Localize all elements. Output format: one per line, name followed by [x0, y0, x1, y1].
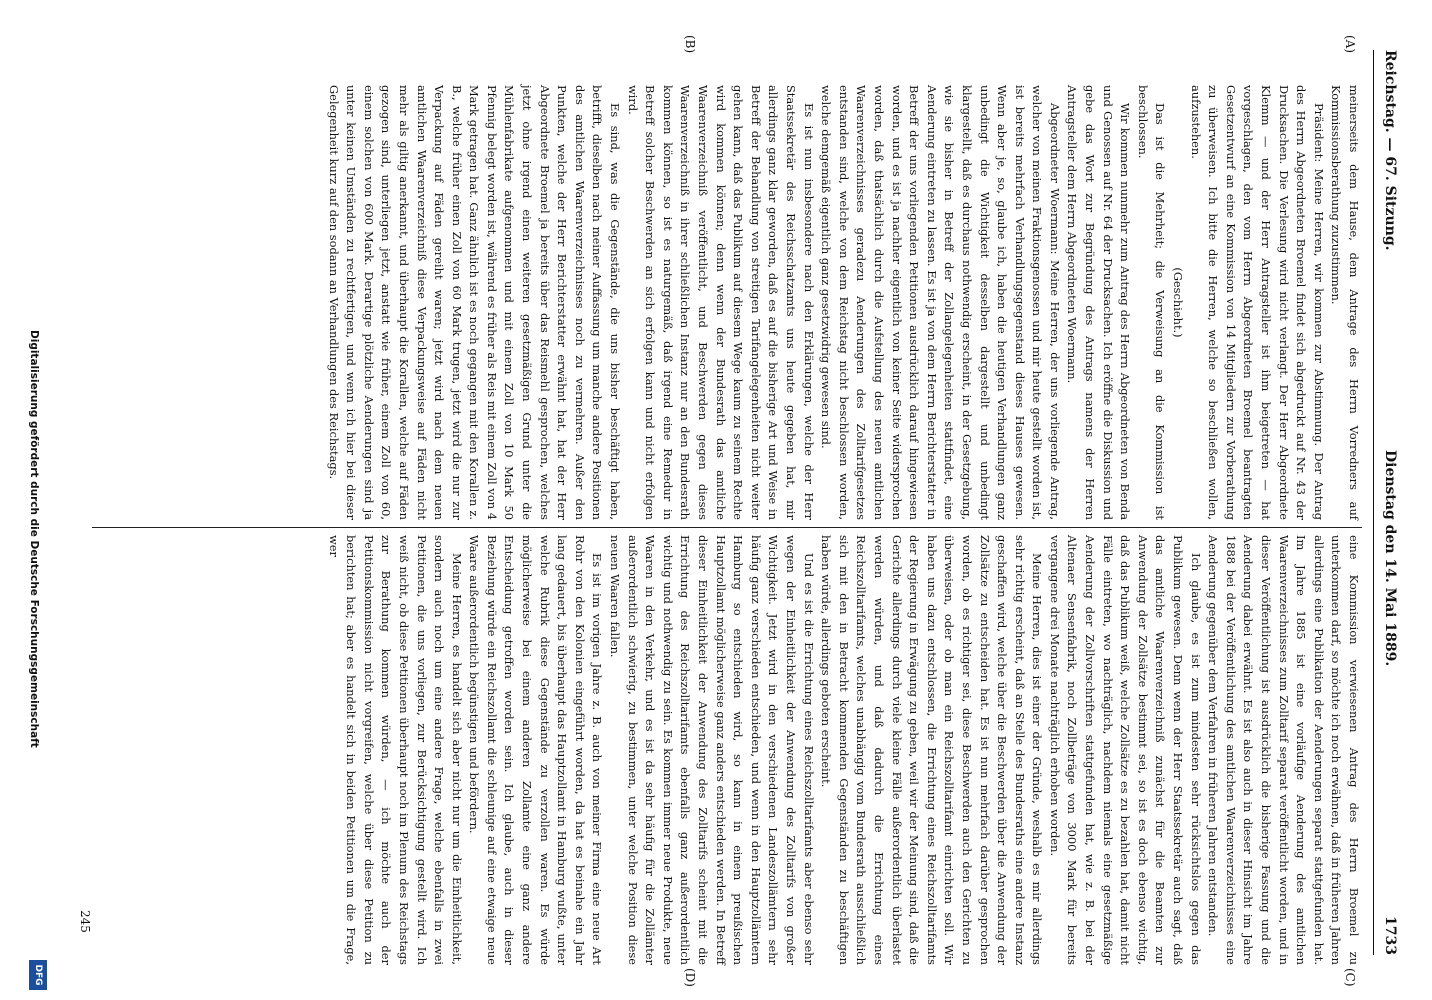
column-divider: [92, 527, 1362, 528]
paragraph: eine Kommission verwiesenen Antrag des Herrn Broemel zu unterkommen darf, so möchte ich noch erwähnen, daß in früheren Jahren allerdings eine Publikation der Aenderungen separat stattgefunden hat. Im Jahre 1885 ist eine vorläufige Aenderung des amtlichen Waarenverzeichnisses zum Zolltarif separat veröffentlicht worden, und in dieser Veröffentlichung ist ausdrücklich die bisherige Fassung und die Aenderung dabei erwähnt. Es ist also auch in dieser Hinsicht im Jahre 1888 bei der Veröffentlichung des amtlichen Waarenverzeichnisses eine Aenderung gegenüber dem Verfahren in früheren Jahren entstanden.: [1206, 535, 1361, 965]
paragraph: Es ist nun insbesondere nach den Erklärungen, welche der Herr Staatssekretär des Reichsschatzamts uns heute gegeben hat, mir allerdings ganz klar geworden, daß es auf die bisherige Art und Weise in Betreff der Behandlung von streitigen Tarifangelegenheiten nicht weiter gehen kann, daß das Publikum auf diesem Wege kaum zu seinem Rechte wird kommen können; denn wenn der Bundesrath das amtliche Waarenverzeichniß veröffentlicht, und Beschwerden gegen dieses Waarenverzeichniß in ihrer schließlichen Instanz nur an den Bundesrath kommen können, so ist es naturgemäß, daß irgend eine Remedur in Betreff solcher Beschwerden an sich erfolgen kann und nicht erfolgen wird.: [625, 85, 816, 520]
paragraph: Und es ist die Errichtung eines Reichszolltarifamts aber ebenso sehr wegen der Einheitlichkeit der Anwendung des Zolltarifs von großer Wichtigkeit. Jetzt wird in den verschiedenen Landeszollämtern sehr häufig ganz verschieden entschieden, und wenn in den Hauptzollämtern Hamburg so entschieden wird, so kann in einem preußischen Hauptzollamt möglicherweise ganz anders entschieden werden. In Betreff dieser Einheitlichkeit der Anwendung des Zolltarifs scheint mit die Errichtung des Reichszolltarifamts ebenfalls ganz außerordentlich wichtig und nothwendig zu sein. Es kommen immer neue Produkte, neue Waaren in den Verkehr, und es ist da sehr häufig für die Zollämter außerordentlich schwierig, zu bestimmen, unter welche Position diese neuen Waaren fallen.: [608, 535, 816, 966]
paragraph: meinerseits dem Hause, dem Antrage des Herrn Vorredners auf Kommissionsberathung zuzustimmen.: [1329, 85, 1361, 520]
paragraph: Wir kommen nunmehr zum Antrag des Herrn Abgeordneten von Benda und Genossen auf Nr. 64 der Drucksachen. Ich eröffne die Diskussion und gebe das Wort zur Begründung des Antrags namens der Herren Antragsteller dem Herrn Abgeordneten Woermann.: [1065, 85, 1133, 520]
paragraph: Es sind, was die Gegenstände, die uns bisher beschäftigt haben, betrifft, dieselben nach meiner Auffassung um manche andere Positionen des amtlichen Waarenverzeichnisses noch zu vermehren. Außer den Punkten, welche der Herr Berichterstatter erwähnt hat, hat der Herr Abgeordnete Broemel ja bereits über das Reismehl gesprochen, welches jetzt ohne irgend einen weiteren gesetzmäßigen Grund unter die Mühlenfabrikate aufgenommen und mit einem Zoll von 10 Mark 50 Pfennig belegt worden ist, während es früher als Reis mit einem Zoll von 4 Mark getragen hat. Ganz ähnlich ist es noch gegangen mit den Korallen z. B., welche früher einen Zoll von 60 Mark trugen, jetzt wird die nur zur Verpackung auf Fäden gereiht waren; jetzt wird nach dem neuen amtlichen Waarenverzeichniß diese Verpackungsweise auf Fäden nicht mehr als giltig anerkannt, und überhaupt die Korallen, welche auf Fäden gezogen sind, unterliegen jetzt, anstatt wie früher, einem Zoll von 60, einem solchen von 600 Mark. Derartige plötzliche Aenderungen sind ja unter keinen Umständen zu rechtfertigen, und wenn ich hier bei dieser Gelegenheit kurz auf den sodann an Verhandlungen des Reichstags.: [326, 85, 623, 520]
page-header: [1373, 50, 1404, 955]
margin-mark-c: (C): [1343, 968, 1357, 987]
paragraph: Es ist im vorigen Jahre z. B. auch von meiner Firma eine neue Art Rohr von den Kolonien eingeführt worden, da hat es beinahe ein Jahr lang gedauert, bis überhaupt das Hauptzollamt in Hamburg wußte, unter welche Rubrik diese Gegenstände zu verzollen waren. Es würde möglicherweise bei einem anderen Zollamte eine ganz andere Entscheidung getroffen worden sein. Ich glaube, auch in dieser Beziehung würde ein Reichszollamt die schleunige auf eine etwaige neue Waare außerordentlich begünstigen und befördern.: [467, 535, 605, 965]
funding-note: Digitalisierung gefördert durch die Deutsche Forschungsgemeinschaft: [28, 330, 40, 748]
paragraph: Abgeordneter Woermann: Meine Herren, der uns vorliegende Antrag, welcher von meinen Fraktionsgenossen und mir heute gestellt worden ist, ist bereits mehrfach Verhandlungsgegenstand dieses Hauses gewesen. Wenn aber je, so, glaube ich, haben die heutigen Verhandlungen ganz unbedingt die Wichtigkeit desselben dargestellt und unbedingt klargestellt, daß es durchaus nothwendig erscheint, in der Gesetzgebung, wie sie bisher in Betreff der Zollangelegenheiten stattfindet, eine Aenderung eintreten zu lassen. Es ist ja von dem Herrn Berichterstatter in Betreff der uns vorliegenden Petitionen ausdrücklich darauf hingewiesen worden, und es ist ja nachher eigentlich von keiner Seite widersprochen worden, daß thatsächlich durch die Aufstellung des neuen amtlichen Waarenverzeichnisses geradezu Aenderungen des Zolltarifgesetzes entstanden sind, welche von dem Reichstag nicht beschlossen worden, welche demgemäß eigentlich ganz gesetzwidrig gewesen sind.: [819, 85, 1062, 520]
paragraph: Präsident: Meine Herren, wir kommen zur Abstimmung. Der Antrag des Herrn Abgeordneten Broemel findet sich abgedruckt auf Nr. 43 der Drucksachen. Die Verlesung wird nicht verlangt. Der Herr Abgeordnete Klemm — und der Herr Antragsteller ist ihm beigetreten — hat vorgeschlagen, den vom Herrn Abgeordneten Broemel beantragten Gesetzentwurf an eine Kommission von 14 Mitgliedern zur Vorberathung zu überweisen. Ich bitte die Herren, welche so beschließen wollen, aufzustehen.: [1188, 85, 1326, 520]
sheet-number: 245: [78, 910, 92, 933]
header-center: Dienstag den 14. Mai 1889.: [1382, 450, 1398, 667]
paragraph: Das ist die Mehrheit; die Verweisung an die Kommission ist beschlossen.: [1135, 85, 1168, 520]
text-column-left: [62, 85, 1362, 520]
margin-mark-b: (B): [683, 35, 697, 54]
margin-mark-d: (D): [683, 968, 697, 987]
margin-mark-a: (A): [1343, 35, 1357, 54]
paragraph: Meine Herren, dies ist einer der Gründe, weshalb es mir allerdings sehr richtig erscheint, daß an Stelle des Bundesraths eine andere Instanz geschaffen wird, welche über die Beschwerden über die Anwendung der Zollsätze zu entscheiden hat. Es ist nun mehrfach darüber gesprochen worden, ob es richtiger sei, diese Beschwerden auch den Gerichten zu überweisen, oder ob man ein Reichszolltarifamt einrichten soll. Wir haben uns dazu entschlossen, die Errichtung eines Reichszolltarifamts der Regierung in Erwägung zu geben, weil wir der Meinung sind, daß die Gerichte allerdings durch viele kleine Fälle außerordentlich überlastet werden würden, und daß dadurch die Errichtung eines Reichszolltarifamts, welches unabhängig vom Bundesrath ausschließlich sich mit den in Betracht kommenden Gegenständen zu beschäftigen haben würde, allerdings geboten erscheint.: [819, 535, 1045, 965]
paragraph: (Geschieht.): [1171, 267, 1186, 338]
paragraph: Meine Herren, es handelt sich aber nicht nur um die Einheitlichkeit, sondern auch noch um eine andere Frage, welche ebenfalls in zwei Petitionen, die uns vorliegen, zur Berücksichtigung gestellt wird. Ich weiß nicht, ob diese Petitionen überhaupt noch im Plenum des Reichstags zur Berathung kommen würden, — ich möchte auch der Petitionskommission nicht vorgreifen, welche über diese Petition zu berichten hat; aber es handelt sich in beiden Petitionen um die Frage, wer: [326, 535, 464, 965]
dfg-logo: DFG: [29, 960, 47, 990]
header-left: Reichstag. — 67. Sitzung.: [1382, 50, 1398, 251]
header-page-number: 1733: [1382, 916, 1398, 955]
paragraph: Ich glaube, es ist zum mindesten sehr rücksichtslos gegen das Publikum gewesen. Denn wenn der Herr Staatssekretär auch sagt, daß das amtliche Waarenverzeichniß zunächst für die Beamten zur Anwendung der Zollsätze bestimmt sei, so ist es doch ebenso wichtig, daß das Publikum weiß, welche Zollsätze es zu bezahlen hat, damit nicht Fälle eintreten, wo nachträglich, nachdem niemals eine gesetzmäßige Aenderung der Zollvorschriften stattgefunden hat, wie z. B. bei der Altenaer Sensenfabrik, noch Zollbeträge von 3000 Mark für bereits vergangene drei Monate nachträglich erhoben worden.: [1047, 535, 1203, 965]
text-column-right: [62, 535, 1362, 965]
